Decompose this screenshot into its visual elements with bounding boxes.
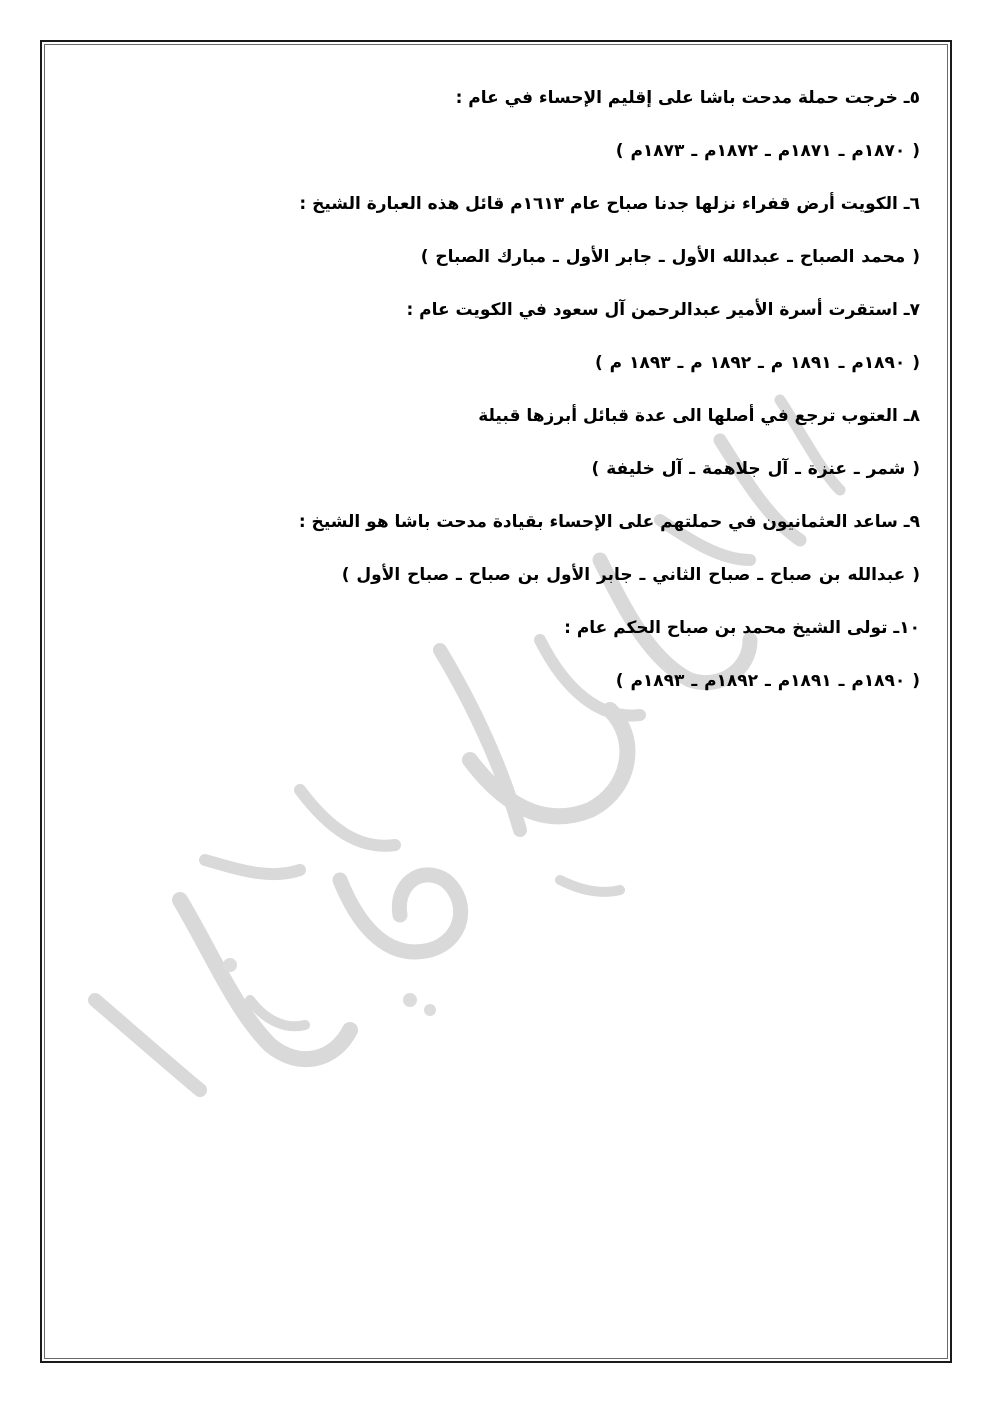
question-7-text: ٧ـ استقرت أسرة الأمير عبدالرحمن آل سعود في الكويت عام : <box>406 300 920 320</box>
question-6-options: ( محمد الصباح ـ عبدالله الأول ـ جابر الأول ـ مبارك الصباح ) <box>420 247 920 267</box>
question-7-options: ( ١٨٩٠م ـ ١٨٩١ م ـ ١٨٩٢ م ـ ١٨٩٣ م ) <box>594 353 920 373</box>
questions-list <box>240 80 920 716</box>
question-6-text: ٦ـ الكويت أرض قفراء نزلها جدنا صباح عام ١٦١٣م قائل هذه العبارة الشيخ : <box>299 194 920 214</box>
question-10-options: ( ١٨٩٠م ـ ١٨٩١م ـ ١٨٩٢م ـ ١٨٩٣م ) <box>615 671 920 691</box>
question-10-text: ١٠ـ تولى الشيخ محمد بن صباح الحكم عام : <box>564 618 920 638</box>
question-9-text: ٩ـ ساعد العثمانيون في حملتهم على الإحساء بقيادة مدحت باشا هو الشيخ : <box>298 512 920 532</box>
question-9-options: ( عبدالله بن صباح ـ صباح الثاني ـ جابر الأول بن صباح ـ صباح الأول ) <box>341 565 920 585</box>
question-8-text: ٨ـ العتوب ترجع في أصلها الى عدة قبائل أبرزها قبيلة <box>478 406 920 426</box>
question-5-text: ٥ـ خرجت حملة مدحت باشا على إقليم الإحساء في عام : <box>455 88 920 108</box>
question-5-options: ( ١٨٧٠م ـ ١٨٧١م ـ ١٨٧٢م ـ ١٨٧٣م ) <box>615 141 920 161</box>
question-8-options: ( شمر ـ عنزة ـ آل جلاهمة ـ آل خليفة ) <box>591 459 920 479</box>
